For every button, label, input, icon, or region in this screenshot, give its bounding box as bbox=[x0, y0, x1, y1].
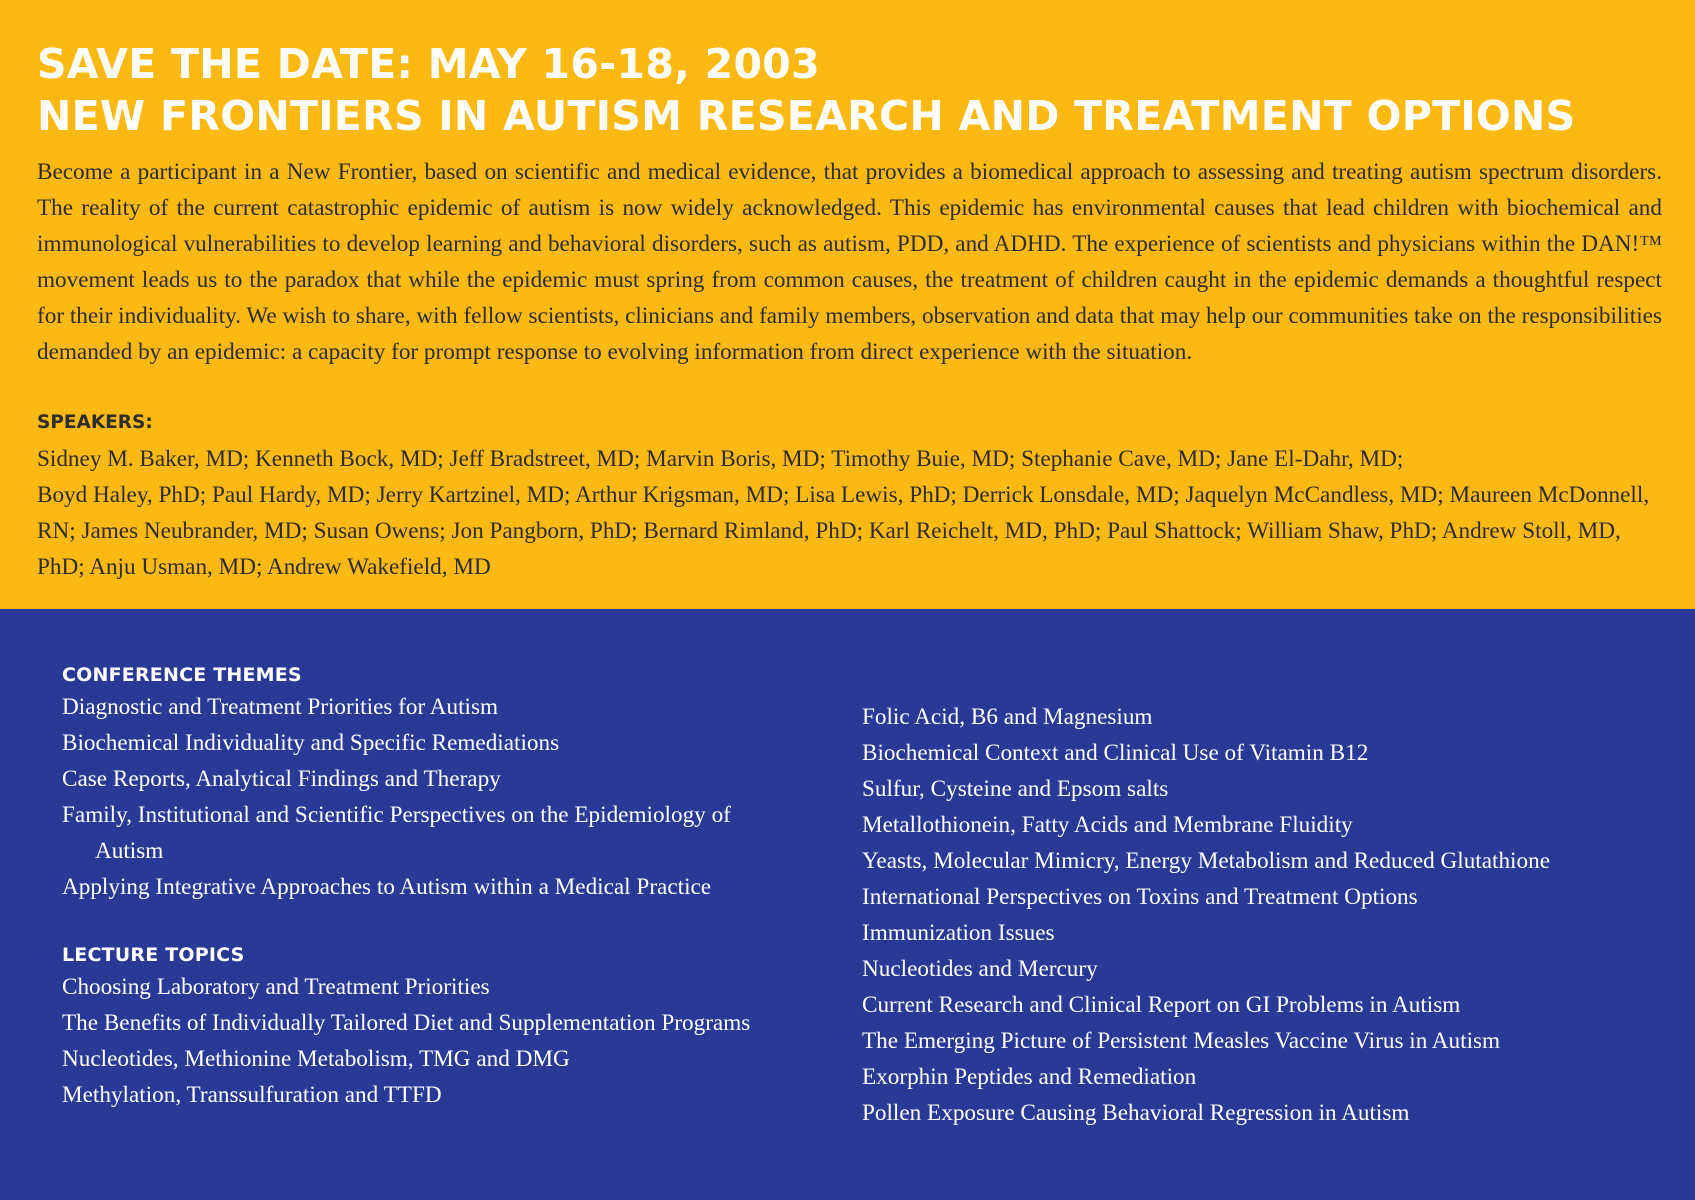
theme-item: Family, Institutional and Scientific Perspectives on the Epidemiology of Autism bbox=[62, 802, 731, 864]
theme-item: Biochemical Individuality and Specific Remediations bbox=[62, 730, 560, 756]
speakers-line-1: Sidney M. Baker, MD; Kenneth Bock, MD; Jeff Bradstreet, MD; Marvin Boris, MD; Timothy Buie, MD; Stephanie Cave, MD; Jane El-Dahr, MD; bbox=[37, 446, 1404, 472]
themes-heading: CONFERENCE THEMES bbox=[62, 664, 302, 686]
headline-date: SAVE THE DATE: MAY 16-18, 2003 bbox=[37, 40, 820, 88]
right-column bbox=[862, 699, 1672, 1131]
lecture-item: Folic Acid, B6 and Magnesium bbox=[862, 704, 1153, 730]
intro-paragraph: Become a participant in a New Frontier, based on scientific and medical evidence, that provides a biomedical approach to assessing and treating autism spectrum disorders. The reality of the current catastrophic epidemic of autism is now widely acknowledged. This epidemic has environmental causes that lead children with biochemical and immunological vulnerabilities to develop learning and behavioral disorders, such as autism, PDD, and ADHD. The experience of scientists and physicians within the DAN!™ movement leads us to the paradox that while the epidemic must spring from common causes, the treatment of children caught in the epidemic demands a thoughtful respect for their individuality. We wish to share, with fellow scientists, clinicians and family members, observation and data that may help our communities take on the responsibilities demanded by an epidemic: a capacity for prompt response to evolving information from direct experience with the situation. bbox=[37, 159, 1662, 365]
lecture-item: Nucleotides and Mercury bbox=[862, 956, 1098, 982]
speakers-heading: SPEAKERS: bbox=[37, 412, 153, 433]
lecture-item: The Benefits of Individually Tailored Diet and Supplementation Programs bbox=[62, 1010, 751, 1036]
lecture-item: Pollen Exposure Causing Behavioral Regression in Autism bbox=[862, 1100, 1410, 1126]
lecture-item: Choosing Laboratory and Treatment Priorities bbox=[62, 974, 490, 1000]
lecture-item: The Emerging Picture of Persistent Measles Vaccine Virus in Autism bbox=[862, 1028, 1501, 1054]
lecture-item: Immunization Issues bbox=[862, 920, 1055, 946]
speakers-line-rest: Boyd Haley, PhD; Paul Hardy, MD; Jerry Kartzinel, MD; Arthur Krigsman, MD; Lisa Lewis, PhD; Derrick Lonsdale, MD; Jaquelyn McCandless, MD; Maureen McDonnell, RN; James Neubrander, MD; Susan Owens; Jon Pangborn, PhD; Bernard Rimland, PhD; Karl Reichelt, MD, PhD; Paul Shattock; William Shaw, PhD; Andrew Stoll, MD, PhD; Anju Usman, MD; Andrew Wakefield, MD bbox=[37, 482, 1650, 580]
lecture-item: Exorphin Peptides and Remediation bbox=[862, 1064, 1197, 1090]
theme-item: Applying Integrative Approaches to Autism within a Medical Practice bbox=[62, 874, 712, 900]
headline-title: NEW FRONTIERS IN AUTISM RESEARCH AND TREATMENT OPTIONS bbox=[37, 92, 1576, 140]
left-column bbox=[62, 661, 842, 1113]
theme-item: Diagnostic and Treatment Priorities for Autism bbox=[62, 694, 499, 720]
theme-item: Case Reports, Analytical Findings and Therapy bbox=[62, 766, 501, 792]
lecture-item: Sulfur, Cysteine and Epsom salts bbox=[862, 776, 1169, 802]
speakers-list bbox=[37, 441, 1665, 585]
lecture-item: Current Research and Clinical Report on GI Problems in Autism bbox=[862, 992, 1461, 1018]
lecture-item: Nucleotides, Methionine Metabolism, TMG and DMG bbox=[62, 1046, 570, 1072]
lecture-item: Biochemical Context and Clinical Use of Vitamin B12 bbox=[862, 740, 1369, 766]
headline bbox=[37, 38, 1677, 142]
lecture-item: Metallothionein, Fatty Acids and Membrane Fluidity bbox=[862, 812, 1353, 838]
section-spacer bbox=[62, 905, 842, 941]
lecture-item: Methylation, Transsulfuration and TTFD bbox=[62, 1082, 442, 1108]
lecture-item: International Perspectives on Toxins and Treatment Options bbox=[862, 884, 1418, 910]
lectures-heading: LECTURE TOPICS bbox=[62, 944, 245, 966]
lecture-item: Yeasts, Molecular Mimicry, Energy Metabolism and Reduced Glutathione bbox=[862, 848, 1550, 874]
